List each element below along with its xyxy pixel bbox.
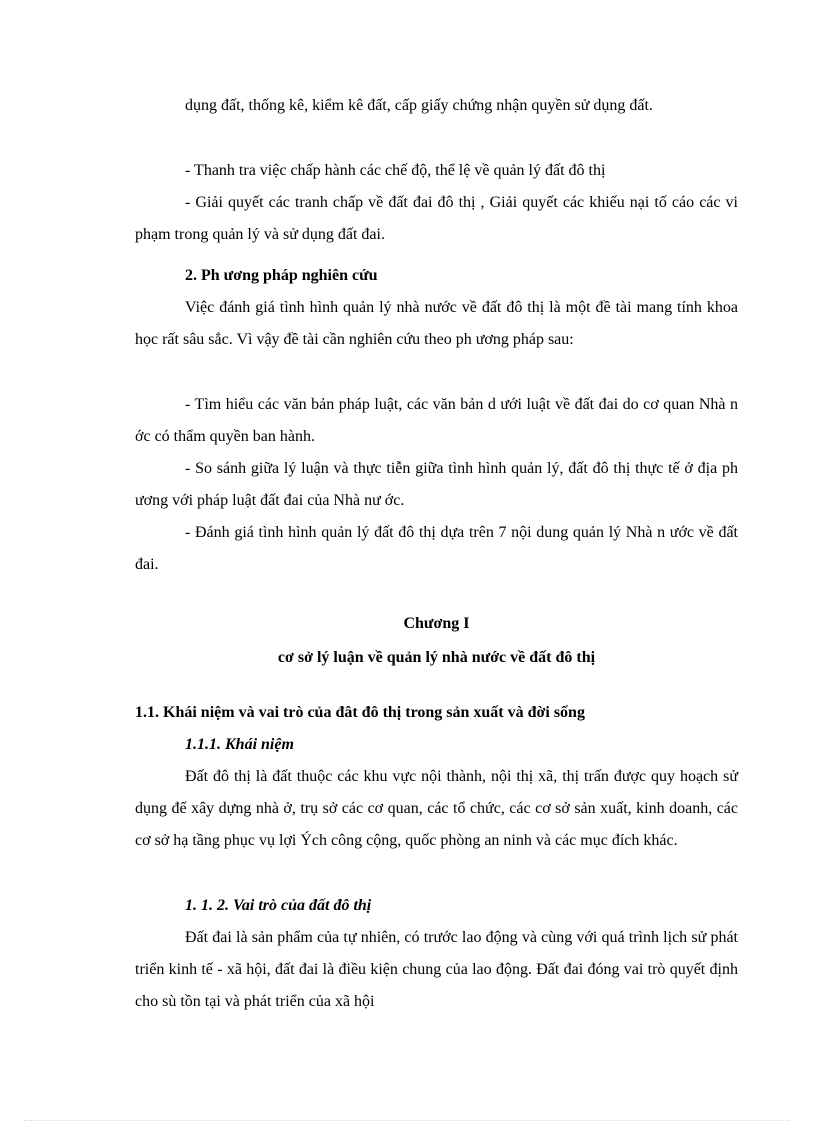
paragraph-top: dụng đất, thống kê, kiểm kê đất, cấp giấy chứng nhận quyền sử dụng đất. [185,97,653,114]
paragraph-viec-danh-gia: Việc đánh giá tình hình quản lý nhà nước về đất đô thị là một đề tài mang tính khoa học rất sâu sắc. Vì vậy đề tài cần nghiên cứu theo ph ương pháp sau: [135,299,738,348]
section-1-1-heading: 1.1. Khái niệm và vai trò của đât đô thị trong sản xuất và đời sống [135,704,585,721]
paragraph-so-sanh: - So sánh giữa lý luận và thực tiễn giữa tình hình quản lý, đất đô thị thực tế ở địa ph ương với pháp luật đất đai của Nhà nư ớc. [135,460,738,509]
page-bottom-border [24,1120,790,1121]
section-1-1-1-heading: 1.1.1. Khái niệm [185,736,294,753]
section-2-heading: 2. Ph ương pháp nghiên cứu [185,267,378,284]
paragraph-tim-hieu: - Tìm hiểu các văn bản pháp luật, các văn bản d ưới luật về đất đai do cơ quan Nhà n ớc có thẩm quyền ban hành. [135,396,738,445]
section-1-1-2-heading: 1. 1. 2. Vai trò của đất đô thị [185,897,372,914]
paragraph-danh-gia: - Đánh giá tình hình quản lý đất đô thị dựa trên 7 nội dung quản lý Nhà n ước về đất đai. [135,524,738,573]
paragraph-giai-quyet: - Giải quyết các tranh chấp về đất đai đô thị , Giải quyết các khiếu nại tố cáo các vi phạm trong quản lý và sử dụng đất đai. [135,194,738,243]
paragraph-thanh-tra: - Thanh tra việc chấp hành các chế độ, thể lệ về quản lý đất đô thị [185,162,606,179]
chapter-title: Chương I [403,615,470,632]
paragraph-khai-niem: Đất đô thị là đất thuộc các khu vực nội thành, nội thị xã, thị trấn được quy hoạch sử dụng để xây dựng nhà ở, trụ sở các cơ quan, các tổ chức, các cơ sở sản xuất, kinh doanh, các cơ sở hạ tầng phục vụ lợi Ých công cộng, quốc phòng an ninh và các mục đích khác. [135,768,738,849]
chapter-subtitle: cơ sở lý luận về quản lý nhà nước về đất đô thị [277,649,596,666]
paragraph-vai-tro: Đất đai là sản phẩm của tự nhiên, có trước lao động và cùng với quá trình lịch sử phát triển kinh tế - xã hội, đất đai là điều kiện chung của lao động. Đất đai đóng vai trò quyết định cho sù tồn tại và phát triển của xã hội [135,929,738,1010]
